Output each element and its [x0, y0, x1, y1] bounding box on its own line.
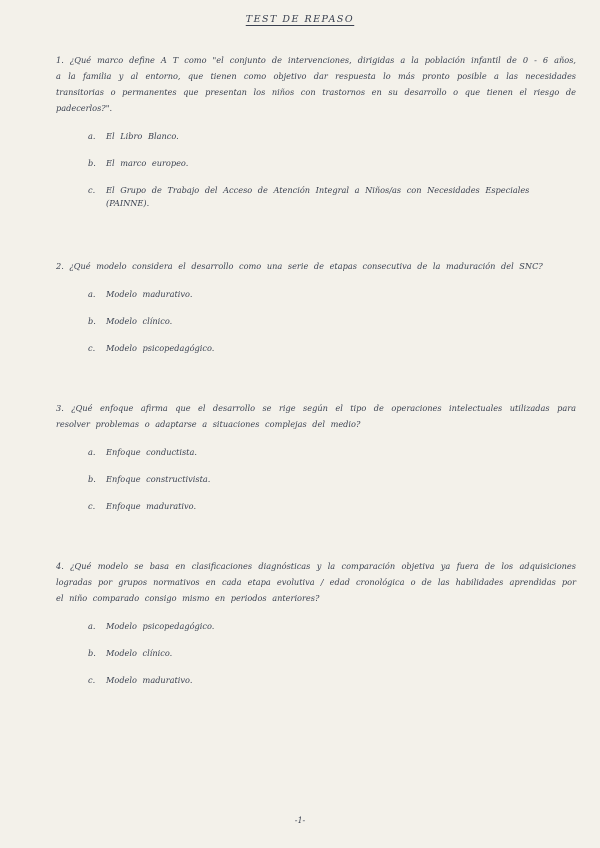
option-letter: a. — [88, 621, 96, 631]
question-number: 3. — [56, 403, 64, 413]
question-3 — [56, 400, 576, 527]
option-text: El marco europeo. — [106, 158, 189, 168]
option-c — [88, 674, 576, 687]
option-text: Modelo madurativo. — [106, 289, 193, 299]
option-c — [88, 500, 576, 513]
option-text: Modelo psicopedagógico. — [106, 343, 215, 353]
question-number: 4. — [56, 561, 64, 571]
option-letter: a. — [88, 289, 96, 299]
question-body: ¿Qué enfoque afirma que el desarrollo se rige según el tipo de operaciones intelectuales utilizadas para resolver problemas o adaptarse a situaciones complejas del medio? — [56, 403, 577, 429]
question-text — [56, 558, 576, 606]
options-list — [56, 130, 576, 210]
option-letter: b. — [88, 474, 96, 484]
option-b — [88, 157, 576, 170]
question-number: 1. — [56, 55, 64, 65]
option-letter: b. — [88, 158, 96, 168]
page-title-text: TEST DE REPASO — [245, 14, 355, 25]
option-letter: c. — [88, 343, 96, 353]
option-text: Modelo madurativo. — [106, 675, 193, 685]
option-text: El Libro Blanco. — [106, 131, 179, 141]
question-1 — [56, 52, 576, 224]
option-letter: c. — [88, 185, 96, 195]
question-body: ¿Qué modelo considera el desarrollo como una serie de etapas consecutiva de la maduración del SNC? — [69, 261, 543, 271]
question-body: ¿Qué marco define A T como "el conjunto de intervenciones, dirigidas a la población infantil de 0 - 6 años, a la familia y al entorno, que tienen como objetivo dar respuesta lo más pronto posible a las necesidades transitorias o permanentes que presentan los niños con trastornos en su desarrollo o que tienen el riesgo de padecerlos?". — [56, 55, 576, 113]
option-c — [88, 342, 576, 355]
option-text: Enfoque conductista. — [106, 447, 197, 457]
options-list — [56, 620, 576, 687]
option-b — [88, 315, 576, 328]
option-letter: b. — [88, 316, 96, 326]
option-a — [88, 446, 576, 459]
question-body: ¿Qué modelo se basa en clasificaciones diagnósticas y la comparación objetiva ya fuera de los adquisiciones logradas por grupos normativos en cada etapa evolutiva / edad cronológica o de las habilidades aprendidas por el niño comparado consigo mismo en periodos anteriores? — [56, 561, 576, 603]
option-a — [88, 288, 576, 301]
question-text — [56, 52, 576, 116]
page-title — [0, 14, 600, 25]
option-letter: a. — [88, 447, 96, 457]
option-letter: a. — [88, 131, 96, 141]
option-letter: c. — [88, 675, 96, 685]
option-letter: c. — [88, 501, 96, 511]
option-text: Enfoque constructivista. — [106, 474, 211, 484]
option-letter: b. — [88, 648, 96, 658]
option-text: El Grupo de Trabajo del Acceso de Atención Integral a Niños/as con Necesidades Especiales (PAINNE). — [106, 185, 530, 208]
option-a — [88, 620, 576, 633]
option-b — [88, 647, 576, 660]
option-a — [88, 130, 576, 143]
option-text: Modelo psicopedagógico. — [106, 621, 215, 631]
option-text: Modelo clínico. — [106, 316, 173, 326]
option-b — [88, 473, 576, 486]
question-4 — [56, 558, 576, 701]
question-text — [56, 400, 576, 432]
options-list — [56, 288, 576, 355]
page-number: -1- — [294, 816, 306, 825]
option-text: Modelo clínico. — [106, 648, 173, 658]
question-text — [56, 258, 576, 274]
option-c — [88, 184, 576, 210]
question-2 — [56, 258, 576, 369]
option-text: Enfoque madurativo. — [106, 501, 197, 511]
question-number: 2. — [56, 261, 64, 271]
options-list — [56, 446, 576, 513]
